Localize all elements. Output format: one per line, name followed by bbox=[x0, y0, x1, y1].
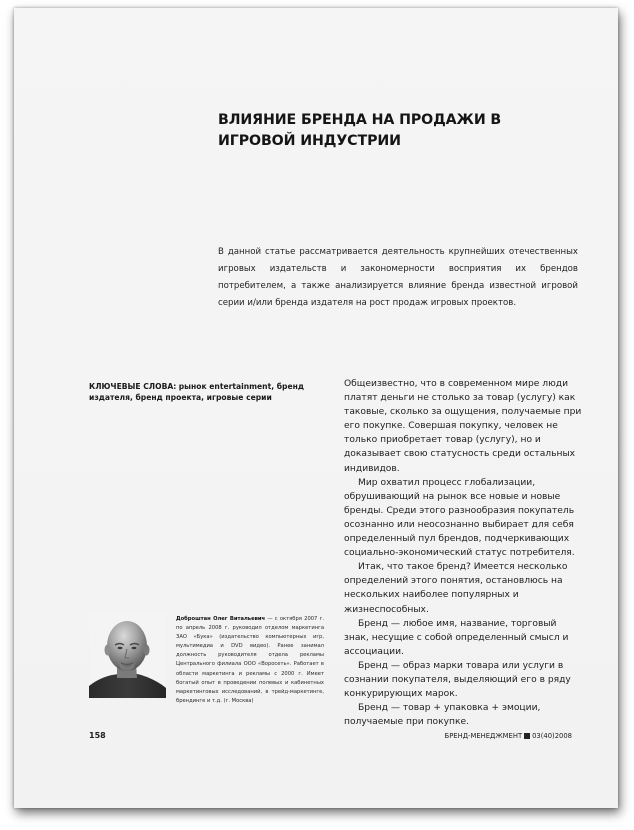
article-lead: В данной статье рассматривается деятельность крупнейших отечественных игровых издательств и закономерности восприятия их брендов потребителем, а также анализируется влияние бренда известной игровой серии и/или бренда издателя на рост продаж игровых проектов. bbox=[218, 247, 578, 308]
magazine-name: БРЕНД-МЕНЕДЖМЕНТ bbox=[444, 732, 523, 740]
body-paragraph: Мир охватил процесс глобализации, обрушивающий на рынок все новые и новые бренды. Среди этого разнообразия покупатель осознанно или неосознанно выбирает для себя определенный пул брендов, подчеркивающих социально-экономический статус потребителя. bbox=[344, 477, 575, 559]
article-title: ВЛИЯНИЕ БРЕНДА НА ПРОДАЖИ В ИГРОВОЙ ИНДУСТРИИ bbox=[218, 112, 502, 149]
keywords-block bbox=[89, 381, 329, 403]
magazine-issue: 03(40)2008 bbox=[532, 732, 572, 740]
magazine-page bbox=[14, 8, 618, 808]
author-bio-text: — с октября 2007 г. по апрель 2008 г. руководил отделом маркетинга ЗАО «Бука» (издательство компьютерных игр, мультимедиа и DVD видео). Ранее занимал должность руководителя отдела рекламы Центрального филиала ООО «Воросеть». Работает в области маркетинга и рекламы с 2000 г. Имеет богатый опыт в проведении полевых и кабинетных маркетинговых исследований, в трейд-маркетинге, брендинге и т.д. (г. Москва) bbox=[176, 616, 324, 704]
body-paragraph: Общеизвестно, что в современном мире люди платят деньги не столько за товар (услугу) как таковые, сколько за ощущения, получаемые при его покупке. Совершая покупку, человек не только приобретает товар (услугу), но и доказывает свою статусность среди остальных индивидов. bbox=[344, 379, 582, 474]
body-paragraph: Бренд — любое имя, название, торговый знак, несущие с собой определенный смысл и ассоциации. bbox=[344, 618, 569, 657]
magazine-footer bbox=[445, 732, 572, 740]
author-name: Доброштан Олег Витальевич bbox=[176, 616, 266, 622]
keywords-label: КЛЮЧЕВЫЕ СЛОВА: bbox=[89, 382, 177, 391]
body-paragraph: Бренд — товар + упаковка + эмоции, получаемые при покупке. bbox=[344, 703, 541, 728]
page-number: 158 bbox=[89, 731, 106, 740]
square-bullet-icon bbox=[524, 733, 530, 739]
author-bio bbox=[176, 615, 324, 706]
body-paragraph: Бренд — образ марки товара или услуги в сознании покупателя, выделяющий его в ряду конкурирующих марок. bbox=[344, 660, 571, 700]
author-photo bbox=[89, 612, 166, 698]
keywords-text: рынок entertainment, бренд издателя, бренд проекта, игровые серии bbox=[89, 382, 305, 402]
article-body bbox=[344, 377, 584, 729]
author-portrait-icon bbox=[89, 612, 166, 698]
body-paragraph: Итак, что такое бренд? Имеется несколько определений этого понятия, остановлюсь на нескольких наиболее популярных и жизнеспособных. bbox=[344, 562, 568, 615]
